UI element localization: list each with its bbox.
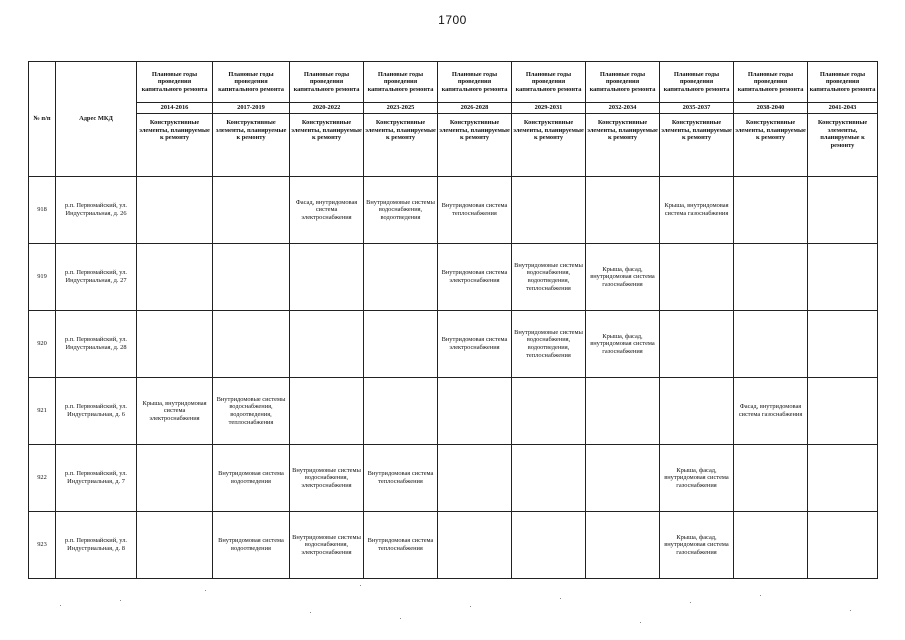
column-header-planned-years: Плановые годы проведения капитального ремонта (213, 62, 290, 103)
column-header-planned-years: Плановые годы проведения капитального ремонта (364, 62, 438, 103)
row-cell-elements: Внутридомовая система теплоснабжения (364, 445, 438, 512)
row-cell-elements (660, 378, 734, 445)
row-cell-elements (512, 378, 586, 445)
column-header-elements: Конструктивные элементы, планируемые к ремонту (364, 114, 438, 177)
row-address: р.п. Первомайский, ул. Индустриальная, д. 6 (56, 378, 137, 445)
row-cell-elements (660, 244, 734, 311)
header-row-periods (29, 103, 878, 114)
column-header-period: 2041-2043 (808, 103, 878, 114)
row-cell-elements (734, 311, 808, 378)
column-header-period: 2026-2028 (438, 103, 512, 114)
row-cell-elements (364, 244, 438, 311)
column-header-elements: Конструктивные элементы, планируемые к ремонту (438, 114, 512, 177)
row-cell-elements: Крыша, фасад, внутридомовая система газоснабжения (586, 311, 660, 378)
capital-repair-plan-table (28, 61, 878, 579)
row-cell-elements (438, 378, 512, 445)
row-cell-elements (660, 311, 734, 378)
scan-speck (360, 585, 361, 586)
row-cell-elements: Крыша, фасад, внутридомовая система газоснабжения (660, 445, 734, 512)
row-cell-elements: Фасад, внутридомовая система газоснабжения (734, 378, 808, 445)
row-cell-elements (364, 311, 438, 378)
row-cell-elements (438, 445, 512, 512)
row-number: 923 (29, 512, 56, 579)
row-cell-elements (808, 445, 878, 512)
scan-speck (760, 595, 761, 596)
row-cell-elements: Внутридомовые системы водоснабжения, электроснабжения (290, 512, 364, 579)
scan-speck (205, 590, 206, 591)
column-header-period: 2032-2034 (586, 103, 660, 114)
column-header-elements: Конструктивные элементы, планируемые к ремонту (137, 114, 213, 177)
column-header-period: 2017-2019 (213, 103, 290, 114)
column-header-period: 2035-2037 (660, 103, 734, 114)
scan-speck (60, 605, 61, 606)
row-number: 919 (29, 244, 56, 311)
scan-speck (120, 600, 121, 601)
row-cell-elements (512, 445, 586, 512)
table-row (29, 177, 878, 244)
row-number: 920 (29, 311, 56, 378)
scan-speck (850, 610, 851, 611)
row-number: 921 (29, 378, 56, 445)
column-header-elements: Конструктивные элементы, планируемые к ремонту (586, 114, 660, 177)
column-header-elements: Конструктивные элементы, планируемые к ремонту (808, 114, 878, 177)
row-cell-elements (137, 445, 213, 512)
row-cell-elements (137, 244, 213, 311)
row-cell-elements (213, 311, 290, 378)
row-address: р.п. Первомайский, ул. Индустриальная, д. 27 (56, 244, 137, 311)
column-header-planned-years: Плановые годы проведения капитального ремонта (512, 62, 586, 103)
row-cell-elements (808, 311, 878, 378)
scan-speck (640, 622, 641, 623)
row-cell-elements (586, 512, 660, 579)
column-header-period: 2020-2022 (290, 103, 364, 114)
column-header-elements: Конструктивные элементы, планируемые к ремонту (512, 114, 586, 177)
row-cell-elements (734, 244, 808, 311)
row-cell-elements (586, 177, 660, 244)
scan-speck (560, 598, 561, 599)
row-cell-elements: Крыша, фасад, внутридомовая система газоснабжения (586, 244, 660, 311)
row-cell-elements: Внутридомовая система теплоснабжения (364, 512, 438, 579)
row-cell-elements (586, 378, 660, 445)
column-header-number: № п/п (29, 62, 56, 177)
row-cell-elements (808, 177, 878, 244)
row-cell-elements: Фасад, внутридомовая система электроснабжения (290, 177, 364, 244)
row-cell-elements: Внутридомовая система водоотведения (213, 445, 290, 512)
row-number: 918 (29, 177, 56, 244)
column-header-address: Адрес МКД (56, 62, 137, 177)
column-header-elements: Конструктивные элементы, планируемые к ремонту (734, 114, 808, 177)
row-number: 922 (29, 445, 56, 512)
row-cell-elements (290, 311, 364, 378)
table-row (29, 311, 878, 378)
row-cell-elements (290, 244, 364, 311)
row-cell-elements (808, 512, 878, 579)
row-cell-elements: Внутридомовая система водоотведения (213, 512, 290, 579)
column-header-period: 2038-2040 (734, 103, 808, 114)
column-header-elements: Конструктивные элементы, планируемые к ремонту (660, 114, 734, 177)
column-header-planned-years: Плановые годы проведения капитального ремонта (137, 62, 213, 103)
scan-speck (310, 612, 311, 613)
row-cell-elements (512, 512, 586, 579)
row-cell-elements (734, 445, 808, 512)
row-cell-elements: Внутридомовые системы водоснабжения, водоотведения, теплоснабжения (512, 244, 586, 311)
column-header-planned-years: Плановые годы проведения капитального ремонта (660, 62, 734, 103)
scan-speck (400, 618, 401, 619)
row-cell-elements (438, 512, 512, 579)
row-cell-elements (734, 512, 808, 579)
row-cell-elements (808, 378, 878, 445)
table-row (29, 512, 878, 579)
row-cell-elements: Внутридомовые системы водоснабжения, водоотведения, теплоснабжения (213, 378, 290, 445)
row-cell-elements (137, 177, 213, 244)
column-header-period: 2023-2025 (364, 103, 438, 114)
column-header-elements: Конструктивные элементы, планируемые к ремонту (290, 114, 364, 177)
header-row-years (29, 62, 878, 103)
row-cell-elements (808, 244, 878, 311)
column-header-period: 2014-2016 (137, 103, 213, 114)
header-row-elements (29, 114, 878, 177)
row-cell-elements: Внутридомовые системы водоснабжения, водоотведения (364, 177, 438, 244)
scan-speck (690, 602, 691, 603)
row-cell-elements (512, 177, 586, 244)
row-cell-elements: Крыша, фасад, внутридомовая система газоснабжения (660, 512, 734, 579)
row-cell-elements: Внутридомовые системы водоснабжения, водоотведения, теплоснабжения (512, 311, 586, 378)
row-cell-elements: Крыша, внутридомовая система электроснабжения (137, 378, 213, 445)
row-address: р.п. Первомайский, ул. Индустриальная, д. 28 (56, 311, 137, 378)
row-cell-elements (213, 244, 290, 311)
row-cell-elements: Внутридомовая система теплоснабжения (438, 177, 512, 244)
column-header-planned-years: Плановые годы проведения капитального ремонта (290, 62, 364, 103)
row-cell-elements (586, 445, 660, 512)
column-header-planned-years: Плановые годы проведения капитального ремонта (808, 62, 878, 103)
column-header-planned-years: Плановые годы проведения капитального ремонта (438, 62, 512, 103)
column-header-period: 2029-2031 (512, 103, 586, 114)
row-cell-elements: Внутридомовые системы водоснабжения, электроснабжения (290, 445, 364, 512)
row-address: р.п. Первомайский, ул. Индустриальная, д. 26 (56, 177, 137, 244)
row-cell-elements (734, 177, 808, 244)
column-header-planned-years: Плановые годы проведения капитального ремонта (734, 62, 808, 103)
row-address: р.п. Первомайский, ул. Индустриальная, д. 7 (56, 445, 137, 512)
row-cell-elements (137, 311, 213, 378)
row-cell-elements (290, 378, 364, 445)
table-row (29, 378, 878, 445)
row-cell-elements (137, 512, 213, 579)
row-cell-elements: Внутридомовая система электроснабжения (438, 244, 512, 311)
row-cell-elements: Внутридомовая система электроснабжения (438, 311, 512, 378)
table-row (29, 445, 878, 512)
table-row (29, 244, 878, 311)
row-cell-elements: Крыша, внутридомовая система газоснабжения (660, 177, 734, 244)
row-address: р.п. Первомайский, ул. Индустриальная, д. 8 (56, 512, 137, 579)
column-header-elements: Конструктивные элементы, планируемые к ремонту (213, 114, 290, 177)
page-number: 1700 (438, 13, 467, 27)
row-cell-elements (213, 177, 290, 244)
row-cell-elements (364, 378, 438, 445)
scan-speck (470, 606, 471, 607)
column-header-planned-years: Плановые годы проведения капитального ремонта (586, 62, 660, 103)
